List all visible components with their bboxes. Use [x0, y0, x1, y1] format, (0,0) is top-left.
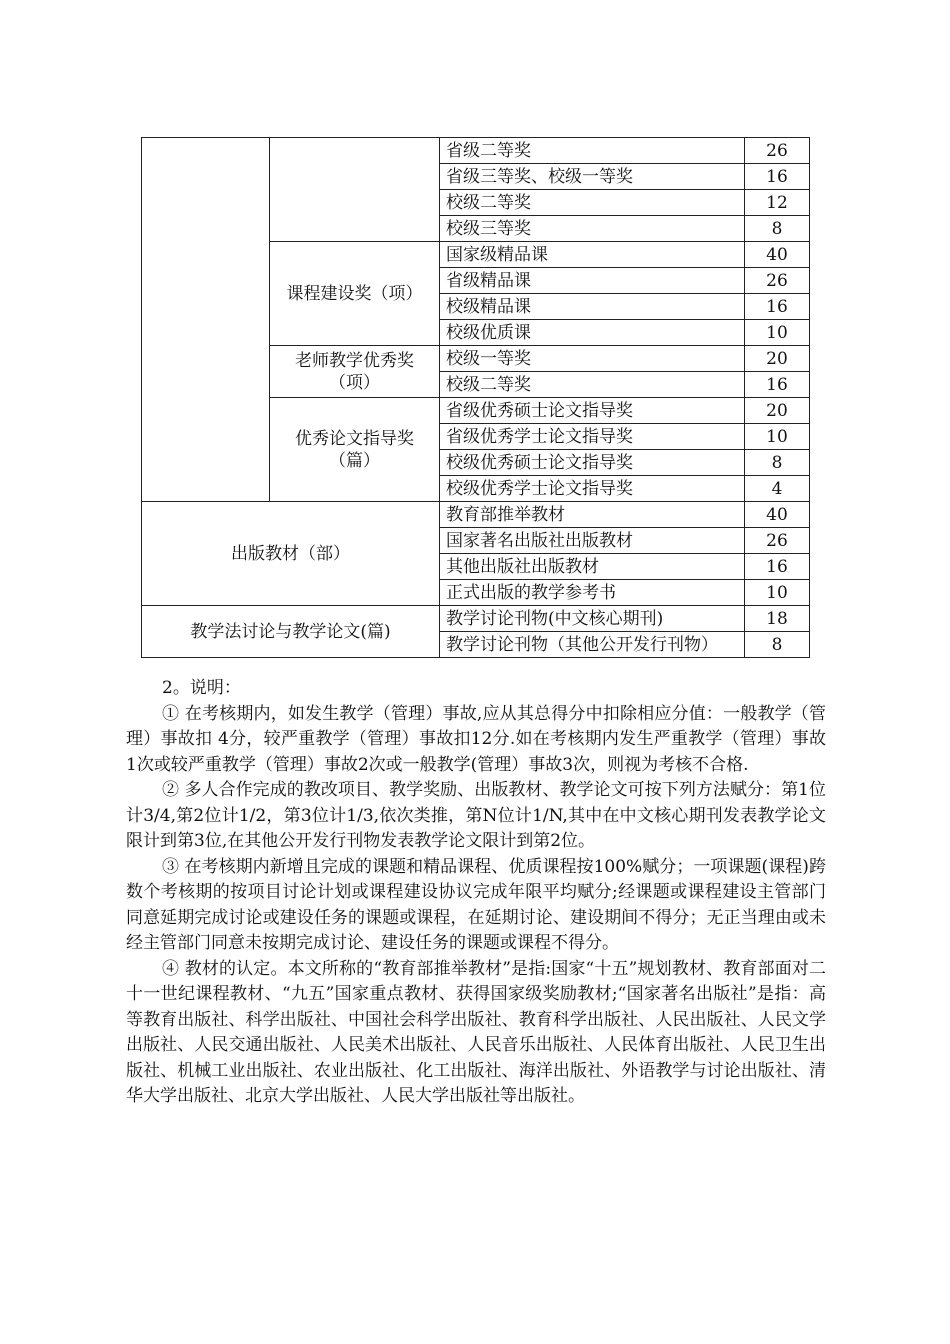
- score-cell: 16: [745, 372, 810, 398]
- item-cell: 教学讨论刊物（其他公开发行刊物）: [440, 632, 745, 658]
- item-cell: 校级二等奖: [440, 372, 745, 398]
- item-cell: 国家著名出版社出版教材: [440, 528, 745, 554]
- note-paragraph-2: ② 多人合作完成的教改项目、教学奖励、出版教材、教学论文可按下列方法赋分：第1位计3/4,第2位计1/2，第3位计1/3,依次类推，第N位计1/N,其中在中文核心期刊发表教学论文限计到第3位,在其他公开发行刊物发表教学论文限计到第2位。: [126, 780, 826, 851]
- item-cell: 国家级精品课: [440, 242, 745, 268]
- score-cell: 26: [745, 138, 810, 164]
- item-cell: 省级优秀学士论文指导奖: [440, 424, 745, 450]
- score-cell: 10: [745, 580, 810, 606]
- item-cell: 省级三等奖、校级一等奖: [440, 164, 745, 190]
- course-award-label: 课程建设奖（项）: [270, 242, 440, 346]
- note-paragraph-3: ③ 在考核期内新增且完成的课题和精品课程、优质课程按100%赋分；一项课题(课程)跨数个考核期的按项目讨论计划或课程建设协议完成年限平均赋分;经课题或课程建设主管部门同意延期完成讨论或建设任务的课题或课程，在延期讨论、建设期间不得分；无正当理由或未经主管部门同意未按期完成讨论、建设任务的课题或课程不得分。: [126, 856, 826, 953]
- note-paragraph-4: ④ 教材的认定。本文所称的“教育部推举教材”是指:国家“十五”规划教材、教育部面对二十一世纪课程教材、“九五”国家重点教材、获得国家级奖励教材;“国家著名出版社”是指：高等教育出版社、科学出版社、中国社会科学出版社、教育科学出版社、人民出版社、人民文学出版社、人民交通出版社、人民美术出版社、人民音乐出版社、人民体育出版社、人民卫生出版社、机械工业出版社、农业出版社、化工出版社、海洋出版社、外语教学与讨论出版社、清华大学出版社、北京大学出版社、人民大学出版社等出版社。: [126, 958, 826, 1106]
- score-cell: 18: [745, 606, 810, 632]
- item-cell: 省级优秀硕士论文指导奖: [440, 398, 745, 424]
- table-row: [142, 138, 810, 164]
- score-cell: 16: [745, 164, 810, 190]
- score-cell: 8: [745, 216, 810, 242]
- subcategory-cell: [270, 138, 440, 242]
- teacher-award-label: 老师教学优秀奖（项）: [270, 346, 440, 398]
- score-cell: 20: [745, 398, 810, 424]
- score-cell: 4: [745, 476, 810, 502]
- score-cell: 10: [745, 424, 810, 450]
- score-cell: 40: [745, 242, 810, 268]
- item-cell: 省级二等奖: [440, 138, 745, 164]
- score-cell: 8: [745, 632, 810, 658]
- score-cell: 26: [745, 528, 810, 554]
- item-cell: 省级精品课: [440, 268, 745, 294]
- score-table: [141, 137, 810, 658]
- score-cell: 20: [745, 346, 810, 372]
- note-paragraph-1: ① 在考核期内，如发生教学（管理）事故,应从其总得分中扣除相应分值：一般教学（管理）事故扣 4分，较严重教学（管理）事故扣12分.如在考核期内发生严重教学（管理）事故1次或较严重教学（管理）事故2次或一般教学(管理）事故3次，则视为考核不合格.: [126, 703, 826, 775]
- item-cell: 校级优秀学士论文指导奖: [440, 476, 745, 502]
- thesis-award-label: 优秀论文指导奖（篇）: [270, 398, 440, 502]
- score-cell: 12: [745, 190, 810, 216]
- item-cell: 校级二等奖: [440, 190, 745, 216]
- item-cell: 校级一等奖: [440, 346, 745, 372]
- item-cell: 校级三等奖: [440, 216, 745, 242]
- item-cell: 校级优秀硕士论文指导奖: [440, 450, 745, 476]
- notes-section: [126, 676, 826, 1110]
- item-cell: 正式出版的教学参考书: [440, 580, 745, 606]
- notes-heading: 2。说明：: [162, 678, 241, 698]
- category-cell: [142, 138, 270, 502]
- item-cell: 其他出版社出版教材: [440, 554, 745, 580]
- item-cell: 教学讨论刊物(中文核心期刊): [440, 606, 745, 632]
- table-row: [142, 502, 810, 528]
- paper-label: 教学法讨论与教学论文(篇): [142, 606, 440, 658]
- score-cell: 8: [745, 450, 810, 476]
- textbook-label: 出版教材（部）: [142, 502, 440, 606]
- item-cell: 校级精品课: [440, 294, 745, 320]
- score-cell: 26: [745, 268, 810, 294]
- score-cell: 16: [745, 294, 810, 320]
- score-cell: 16: [745, 554, 810, 580]
- score-cell: 40: [745, 502, 810, 528]
- item-cell: 校级优质课: [440, 320, 745, 346]
- table-row: [142, 606, 810, 632]
- item-cell: 教育部推举教材: [440, 502, 745, 528]
- score-cell: 10: [745, 320, 810, 346]
